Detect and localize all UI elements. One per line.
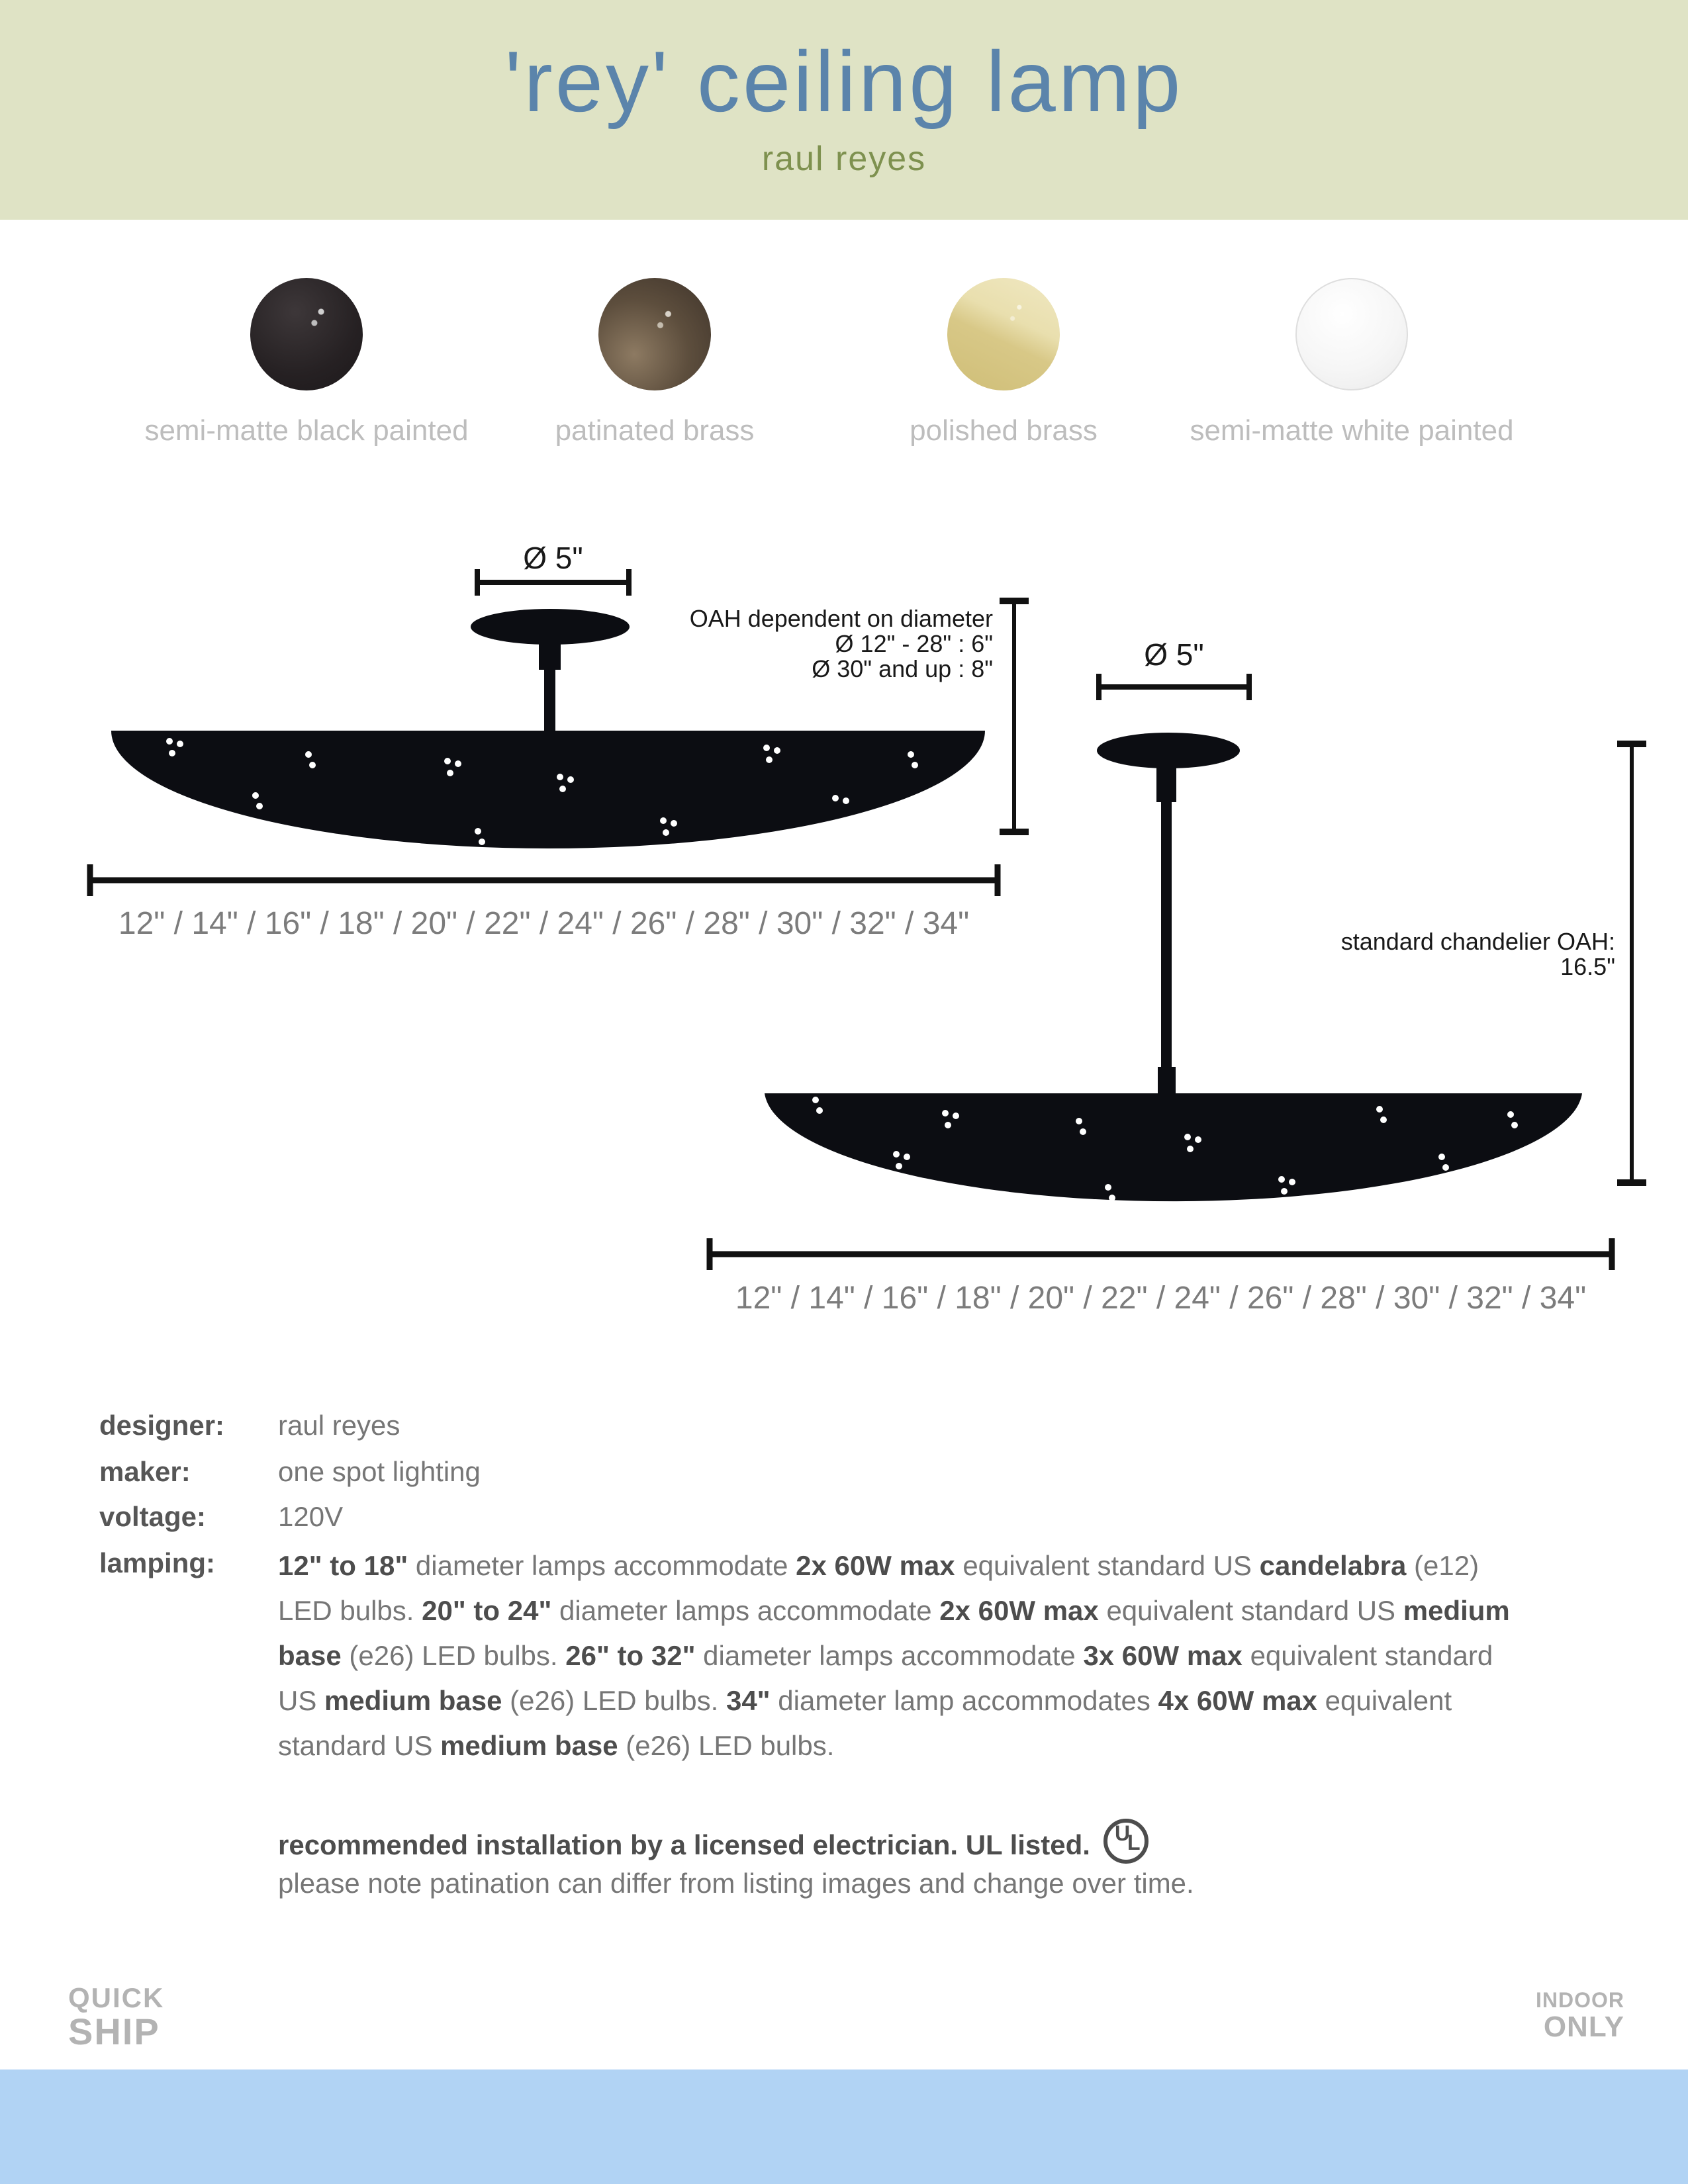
installation-note (278, 1819, 1149, 1864)
chandelier-stem-collar (1156, 758, 1176, 802)
indoor-only-line: INDOOR (1536, 1988, 1624, 2012)
patinated-brass-finish-swatch (598, 278, 711, 390)
lamping-label: lamping: (99, 1547, 215, 1578)
voltage-label: voltage: (99, 1501, 207, 1532)
quick-ship-line: SHIP (68, 2011, 160, 2052)
oah-note-line: Ø 30" and up : 8" (812, 655, 993, 682)
chandelier-shade (765, 1093, 1582, 1201)
finish-label: semi-matte white painted (1190, 414, 1514, 447)
shade-perforations (812, 1097, 1518, 1201)
black-finish-swatch (250, 278, 363, 390)
polished-brass-finish-swatch (947, 278, 1060, 390)
chandelier-diameter-options: 12" / 14" / 16" / 18" / 20" / 22" / 24" / 26" / 28" / 30" / 32" / 34" (735, 1281, 1587, 1316)
oah-note-line: Ø 12" - 28" : 6" (835, 630, 993, 657)
shade-perforations (166, 738, 918, 845)
indoor-only-line: ONLY (1543, 2011, 1624, 2043)
flushmount-oah-dimension-line (1000, 601, 1029, 832)
flushmount-shade (111, 731, 985, 848)
oah-note-line: 16.5" (1560, 953, 1615, 980)
chandelier-canopy (1097, 733, 1240, 768)
chandelier-diameter-dimension-line (710, 1238, 1612, 1270)
finish-label: semi-matte black painted (144, 414, 469, 447)
chandelier-stem-lower-collar (1158, 1067, 1176, 1096)
lamping-description: 12" to 18" diameter lamps accommodate 2x 60W max equivalent standard US candelabra (e12) LED bulbs. 20" to 24" diameter lamps accommodate 2x 60W max equivalent standard US medium base (e26) LED bulbs. 26" to 32" diameter lamps accommodate 3x 60W max equivalent standard US medium base (e26) LED bulbs. 34" diameter lamp accommodates 4x 60W max equivalent standard US medium base (e26) LED bulbs. (278, 1550, 1510, 1761)
ul-listed-icon: U L (1103, 1819, 1149, 1864)
chandelier-oah-note (1086, 929, 1615, 979)
finish-option-polished-brass (831, 278, 1176, 450)
quick-ship-badge (68, 1983, 164, 2050)
designer-subtitle: raul reyes (761, 140, 927, 178)
finish-label: polished brass (910, 414, 1098, 447)
flushmount-diameter-dimension-line (90, 864, 998, 896)
canopy-dimension-line (1099, 674, 1249, 700)
quick-ship-line: QUICK (68, 1982, 165, 2013)
flushmount-diameter-options: 12" / 14" / 16" / 18" / 20" / 22" / 24" / 26" / 28" / 30" / 32" / 34" (118, 906, 970, 941)
installation-note-text: recommended installation by a licensed electrician. UL listed. (278, 1829, 1090, 1860)
white-finish-swatch (1295, 278, 1408, 390)
product-title: 'rey' ceiling lamp (504, 33, 1184, 130)
designer-label: designer: (99, 1410, 225, 1441)
finish-option-patinated-brass (483, 278, 827, 450)
chandelier-canopy-diameter-label: Ø 5" (1144, 637, 1204, 672)
chandelier-oah-dimension-line (1617, 744, 1646, 1183)
oah-note-line: OAH dependent on diameter (689, 605, 993, 632)
flushmount-canopy-diameter-label: Ø 5" (523, 541, 583, 575)
header-band (0, 0, 1688, 220)
indoor-only-badge (1536, 1988, 1624, 2042)
patination-note: please note patination can differ from listing images and change over time. (278, 1868, 1194, 1899)
finish-label: patinated brass (555, 414, 755, 447)
flushmount-oah-note (463, 606, 993, 682)
finish-option-black (134, 278, 479, 450)
designer-value: raul reyes (278, 1410, 400, 1441)
voltage-value: 120V (278, 1501, 344, 1532)
maker-value: one spot lighting (278, 1456, 481, 1487)
finish-option-white (1180, 278, 1524, 450)
oah-note-line: standard chandelier OAH: (1340, 928, 1615, 955)
maker-label: maker: (99, 1456, 191, 1487)
bottom-accent-bar (0, 2070, 1688, 2184)
